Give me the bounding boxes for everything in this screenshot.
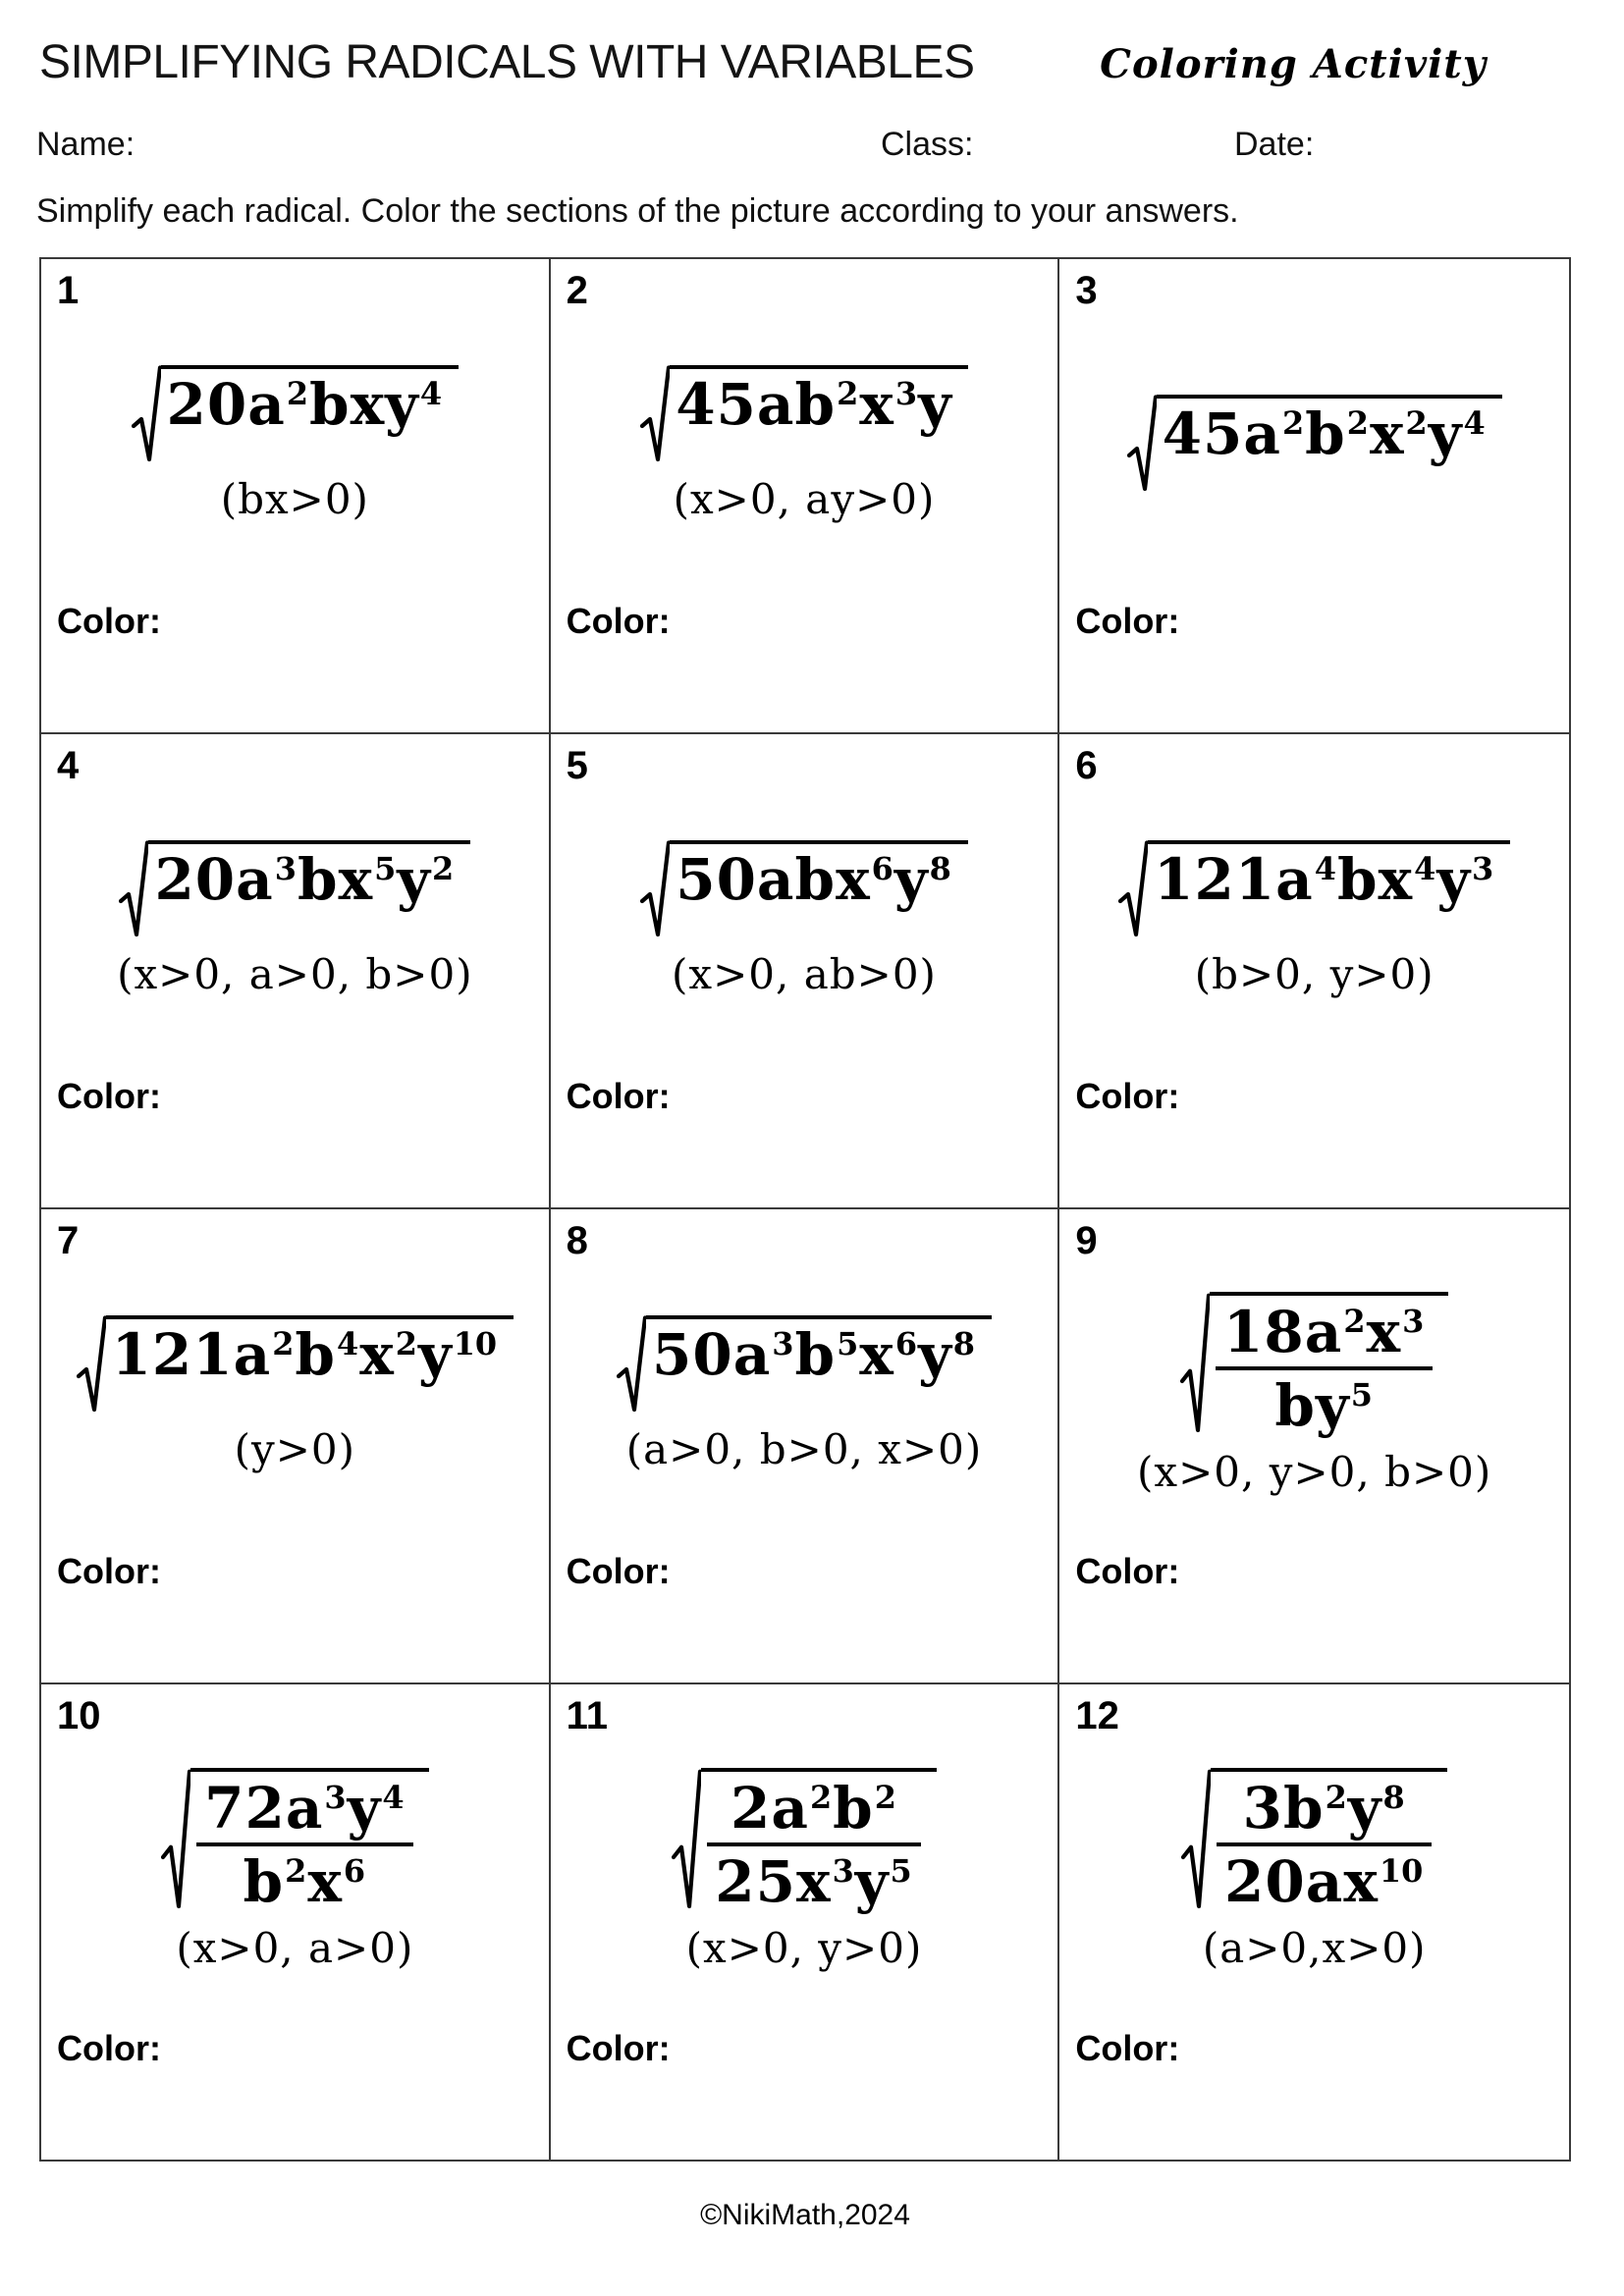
radical-sign-icon	[672, 1768, 701, 1912]
fraction	[196, 1775, 412, 1915]
fraction-numerator: $18a^2x^3$	[1216, 1303, 1433, 1370]
radical-expression	[1180, 1292, 1448, 1439]
problem-cell	[1059, 259, 1569, 734]
problem-cell	[551, 1684, 1060, 2160]
instructions-text: Simplify each radical. Color the sections of the picture according to your answers.	[36, 192, 1239, 230]
fraction-denominator: $by^5$	[1274, 1372, 1373, 1439]
radical-sign-icon	[161, 1768, 190, 1912]
problem-expression	[1059, 768, 1569, 1070]
problem-number: 4	[57, 744, 80, 787]
problem-cell	[551, 259, 1060, 734]
radical-sign-icon	[132, 365, 161, 463]
problem-number: 2	[566, 269, 588, 312]
problem-cell	[1059, 734, 1569, 1209]
color-label: Color:	[1075, 1551, 1180, 1591]
radical-expression	[1118, 840, 1510, 938]
radical-expression	[1127, 395, 1502, 493]
name-label: Name:	[36, 126, 135, 163]
radicand: $20a^2bxy^4$	[161, 365, 460, 463]
problem-expression	[41, 1718, 549, 2022]
fraction	[1216, 1299, 1433, 1439]
radical-sign-icon	[640, 840, 670, 938]
problem-expression	[1059, 1243, 1569, 1545]
problem-cell	[1059, 1684, 1569, 2160]
condition: (b>0, y>0)	[1194, 949, 1435, 998]
coloring-activity-badge: Coloring Activity	[1100, 41, 1487, 87]
problem-cell	[41, 1684, 551, 2160]
problem-cell	[41, 1209, 551, 1684]
problem-expression	[551, 293, 1058, 595]
color-label: Color:	[1075, 2028, 1180, 2068]
problem-cell	[41, 734, 551, 1209]
color-label: Color:	[57, 2028, 161, 2068]
condition: (x>0, a>0, b>0)	[117, 949, 473, 998]
color-label: Color:	[57, 601, 161, 641]
class-label: Class:	[881, 126, 974, 163]
problem-number: 1	[57, 269, 80, 312]
problem-expression	[1059, 1718, 1569, 2022]
radical-expression	[640, 840, 968, 938]
radical-expression	[672, 1768, 936, 1915]
color-label: Color:	[57, 1551, 161, 1591]
condition: (x>0, ay>0)	[673, 474, 936, 523]
fraction-denominator: $25x^3y^5$	[715, 1848, 912, 1915]
problem-expression	[551, 768, 1058, 1070]
problem-cell	[41, 259, 551, 734]
copyright-footer: ©NikiMath,2024	[700, 2199, 910, 2231]
problem-number: 12	[1075, 1694, 1119, 1737]
problem-expression	[41, 768, 549, 1070]
radical-expression	[132, 365, 460, 463]
date-label: Date:	[1234, 126, 1315, 163]
color-label: Color:	[1075, 601, 1180, 641]
radical-sign-icon	[1180, 1292, 1210, 1436]
radicand: $50abx^6y^8$	[670, 840, 968, 938]
problem-cell	[1059, 1209, 1569, 1684]
problem-number: 9	[1075, 1219, 1098, 1262]
radical-expression	[119, 840, 470, 938]
radicand: $45ab^2x^3y$	[670, 365, 968, 463]
problem-expression	[41, 293, 549, 595]
condition: (a>0, b>0, x>0)	[625, 1424, 983, 1473]
problem-number: 3	[1075, 269, 1098, 312]
radicand	[1210, 1292, 1448, 1439]
fraction-numerator: $72a^3y^4$	[196, 1779, 412, 1846]
condition: (x>0, ab>0)	[672, 949, 937, 998]
color-label: Color:	[566, 1076, 671, 1116]
fraction-denominator: $b^2x^6$	[243, 1848, 366, 1915]
color-label: Color:	[57, 1076, 161, 1116]
fraction-numerator: $2a^2b^2$	[707, 1779, 920, 1846]
problem-cell	[551, 1209, 1060, 1684]
condition: (y>0)	[234, 1424, 356, 1473]
problem-grid	[39, 257, 1571, 2162]
radical-sign-icon	[119, 840, 148, 938]
radicand: $45a^2b^2x^2y^4$	[1157, 395, 1502, 493]
radical-expression	[77, 1315, 514, 1414]
radicand	[1211, 1768, 1447, 1915]
radicand: $121a^4bx^4y^3$	[1148, 840, 1510, 938]
radical-sign-icon	[77, 1315, 106, 1414]
fraction	[707, 1775, 920, 1915]
radical-sign-icon	[1118, 840, 1148, 938]
condition: (a>0,x>0)	[1202, 1923, 1427, 1972]
radical-sign-icon	[1181, 1768, 1211, 1912]
problem-expression	[551, 1243, 1058, 1545]
problem-number: 6	[1075, 744, 1098, 787]
radical-expression	[161, 1768, 428, 1915]
color-label: Color:	[566, 1551, 671, 1591]
color-label: Color:	[566, 601, 671, 641]
problem-number: 8	[566, 1219, 588, 1262]
radical-sign-icon	[640, 365, 670, 463]
condition: (x>0, y>0, b>0)	[1137, 1447, 1492, 1496]
radical-expression	[640, 365, 968, 463]
radicand: $121a^2b^4x^2y^{10}$	[106, 1315, 514, 1414]
page-title: SIMPLIFYING RADICALS WITH VARIABLES	[39, 36, 975, 88]
radicand: $20a^3bx^5y^2$	[148, 840, 470, 938]
problem-number: 5	[566, 744, 588, 787]
problem-number: 11	[566, 1694, 608, 1737]
condition: (x>0, y>0)	[685, 1923, 923, 1972]
problem-number: 7	[57, 1219, 80, 1262]
problem-expression	[551, 1718, 1058, 2022]
problem-number: 10	[57, 1694, 101, 1737]
problem-expression	[1059, 293, 1569, 595]
color-label: Color:	[566, 2028, 671, 2068]
problem-cell	[551, 734, 1060, 1209]
radical-sign-icon	[1127, 395, 1157, 493]
condition: (bx>0)	[220, 474, 369, 523]
radical-sign-icon	[617, 1315, 646, 1414]
color-label: Color:	[1075, 1076, 1180, 1116]
radicand: $50a^3b^5x^6y^8$	[646, 1315, 992, 1414]
radical-expression	[617, 1315, 992, 1414]
fraction-denominator: $20ax^{10}$	[1224, 1848, 1424, 1915]
radicand	[190, 1768, 428, 1915]
condition: (x>0, a>0)	[176, 1923, 414, 1972]
fraction-numerator: $3b^2y^8$	[1217, 1779, 1432, 1846]
radical-expression	[1181, 1768, 1447, 1915]
problem-expression	[41, 1243, 549, 1545]
radicand	[701, 1768, 936, 1915]
fraction	[1217, 1775, 1432, 1915]
